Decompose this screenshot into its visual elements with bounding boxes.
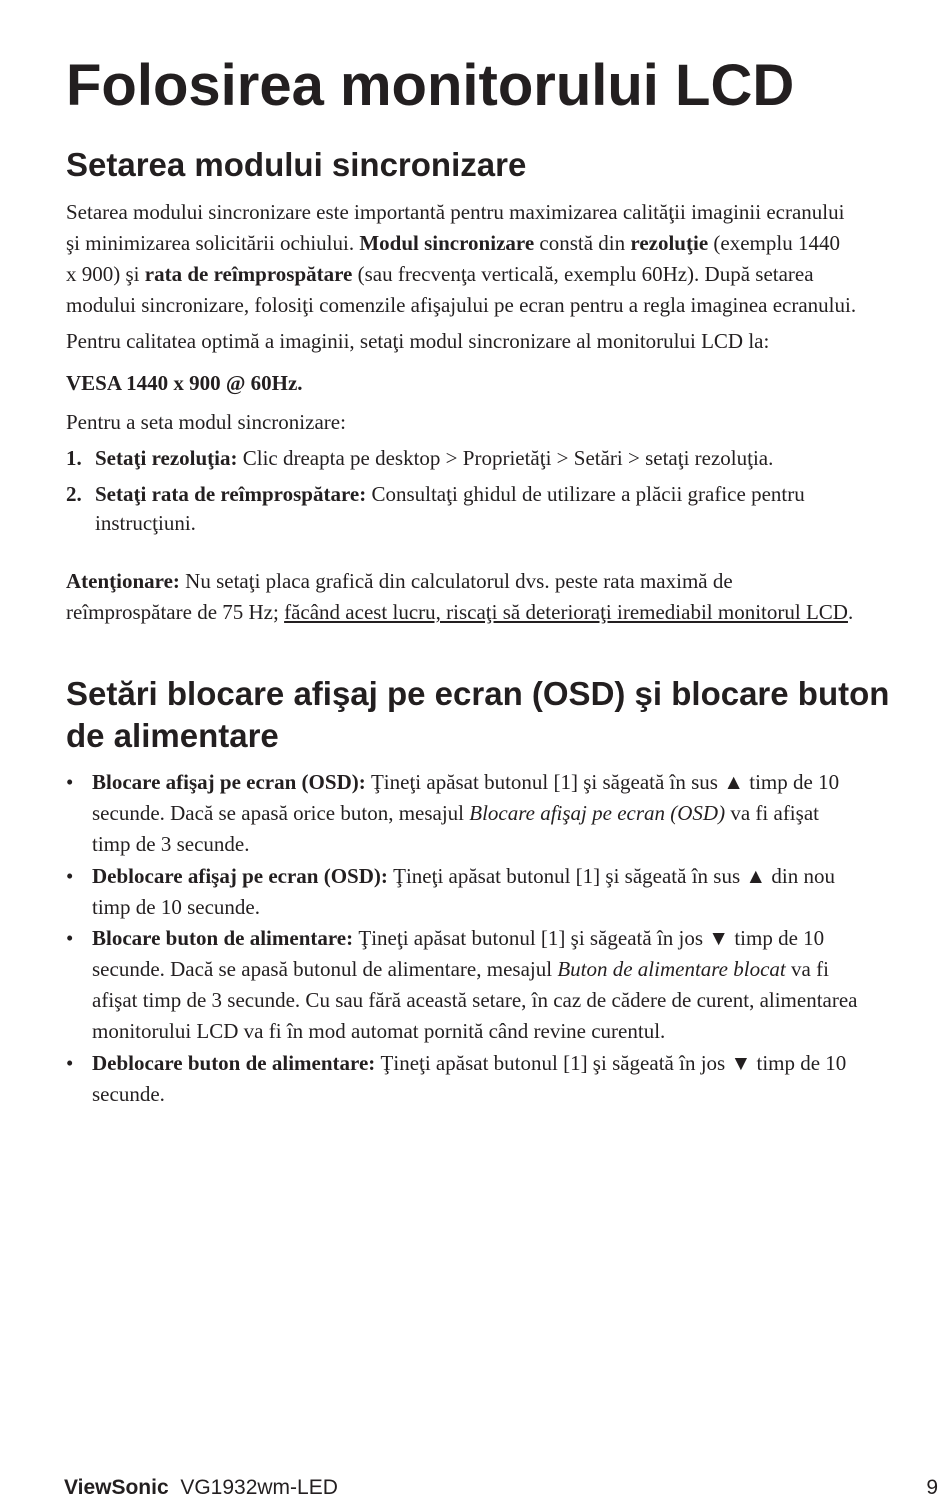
list-item-line: secunde. (92, 1082, 165, 1106)
list-item-line: timp de 10 secunde. (92, 895, 260, 919)
page-number: 9 (926, 1476, 938, 1499)
warning-line (66, 566, 733, 597)
step-number: 1. (66, 446, 82, 470)
text-run: secunde. Dacă se apasă orice buton, mesajul (92, 801, 470, 825)
text-run: reîmprospătare de 75 Hz; (66, 600, 285, 624)
step-item (95, 479, 805, 510)
text-run: Nu setaţi placa grafică din calculatorul dvs. peste rata maximă de (179, 569, 733, 593)
section-heading-osd-lock-continued: de alimentare (66, 717, 279, 754)
text-run: constă din (534, 231, 631, 255)
list-item-line (92, 798, 819, 829)
list-item-line: afişat timp de 3 secunde. Cu sau fără această setare, în caz de cădere de curent, alimentarea (92, 988, 858, 1012)
bullet: • (66, 926, 74, 950)
paragraph-line: modului sincronizare, folosiţi comenzile afişajului pe ecran pentru a regla imaginea ecranului. (66, 293, 857, 317)
italic-message: Blocare afişaj pe ecran (OSD) (469, 801, 726, 825)
vesa-mode: VESA 1440 x 900 @ 60Hz. (66, 371, 303, 395)
item-label: Deblocare afişaj pe ecran (OSD): (92, 864, 388, 888)
step-text: Consultaţi ghidul de utilizare a plăcii grafice pentru (366, 482, 805, 506)
list-item-line: monitorului LCD va fi în mod automat pornită când revine curentul. (92, 1019, 666, 1043)
text-run: Ţineţi apăsat butonul [1] şi săgeată în jos ▼ timp de 10 (375, 1051, 847, 1075)
list-item-line: timp de 3 secunde. (92, 832, 250, 856)
text-run: Ţineţi apăsat butonul [1] şi săgeată în sus ▲ din nou (387, 864, 836, 888)
paragraph-line: Setarea modului sincronizare este importantă pentru maximizarea calităţii imaginii ecranului (66, 200, 845, 224)
footer-model: VG1932wm-LED (180, 1476, 338, 1499)
item-label: Deblocare buton de alimentare: (92, 1051, 376, 1075)
section-heading-sync-mode: Setarea modului sincronizare (66, 146, 527, 183)
to-set-text: Pentru a seta modul sincronizare: (66, 410, 346, 434)
bold-term-sync-mode: Modul sincronizare (359, 231, 535, 255)
text-run: (sau frecvenţa verticală, exemplu 60Hz). După setarea (352, 262, 814, 286)
warning-label: Atenţionare: (66, 569, 180, 593)
list-item (92, 923, 824, 954)
item-label: Blocare afişaj pe ecran (OSD): (92, 770, 366, 794)
text-run: va fi (785, 957, 829, 981)
paragraph-line (66, 259, 814, 290)
footer-brand: ViewSonic (64, 1476, 169, 1499)
text-run: secunde. Dacă se apasă butonul de alimentare, mesajul (92, 957, 558, 981)
step-text-continued: instrucţiuni. (95, 511, 196, 535)
text-run: Ţineţi apăsat butonul [1] şi săgeată în jos ▼ timp de 10 (353, 926, 825, 950)
bullet: • (66, 770, 74, 794)
step-label: Setaţi rata de reîmprospătare: (95, 482, 367, 506)
warning-underlined-text: făcând acest lucru, riscaţi să deterioraţi iremediabil monitorul LCD (284, 600, 848, 624)
section-heading-osd-lock: Setări blocare afişaj pe ecran (OSD) şi blocare buton (66, 675, 890, 712)
text-run: (exemplu 1440 (708, 231, 840, 255)
step-label: Setaţi rezoluţia: (95, 446, 238, 470)
italic-message: Buton de alimentare blocat (557, 957, 786, 981)
item-label: Blocare buton de alimentare: (92, 926, 354, 950)
step-item (95, 443, 773, 474)
text-run: x 900) şi (66, 262, 145, 286)
paragraph-line (66, 228, 840, 259)
bold-term-refresh-rate: rata de reîmprospătare (144, 262, 353, 286)
warning-line (66, 597, 853, 628)
step-number: 2. (66, 482, 82, 506)
text-run: Ţineţi apăsat butonul [1] şi săgeată în sus ▲ timp de 10 (365, 770, 840, 794)
optimal-setting-text: Pentru calitatea optimă a imaginii, setaţi modul sincronizare al monitorului LCD la: (66, 329, 770, 353)
bullet: • (66, 1051, 74, 1075)
bold-term-resolution: rezoluţie (630, 231, 709, 255)
text-run: . (847, 600, 854, 624)
text-run: va fi afişat (725, 801, 819, 825)
step-text: Clic dreapta pe desktop > Proprietăţi > Setări > setaţi rezoluţia. (237, 446, 774, 470)
bullet: • (66, 864, 74, 888)
text-run: şi minimizarea solicitării ochiului. (66, 231, 360, 255)
list-item (92, 767, 839, 798)
list-item (92, 1048, 846, 1079)
list-item-line (92, 954, 829, 985)
page-title: Folosirea monitorului LCD (66, 53, 795, 118)
list-item (92, 861, 835, 892)
